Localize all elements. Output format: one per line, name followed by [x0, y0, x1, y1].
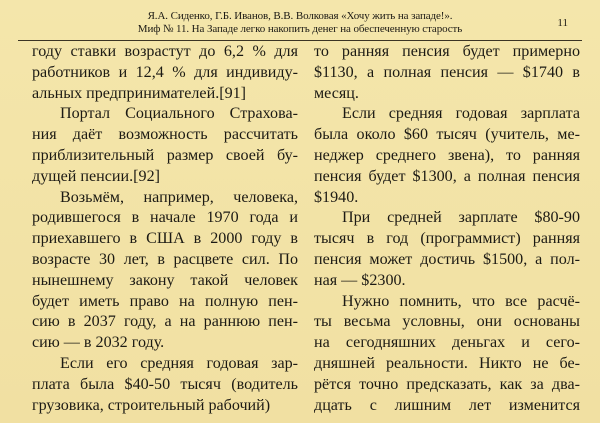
text-line: рётся точно предсказать, как за два-	[314, 375, 580, 393]
right-text-column	[314, 42, 580, 416]
text-line: была около $60 тысяч (учитель, ме-	[314, 126, 580, 144]
text-line: нынешнему закону такой человек	[32, 271, 298, 289]
text-line: ния даёт возможность рассчитать	[32, 126, 298, 144]
text-line: сию — в 2032 году.	[32, 334, 165, 352]
left-text-column	[32, 42, 298, 416]
text-line: то ранняя пенсия будет примерно	[314, 43, 580, 60]
text-line: ты весьма условны, они основаны	[314, 313, 580, 331]
text-line: возрасте 30 лет, в расцвете сил. По	[32, 250, 298, 268]
text-line: Если его средняя годовая зар-	[60, 354, 298, 372]
text-line: тысяч в год (программист) ранняя	[314, 230, 580, 248]
running-header-chapter: Миф № 11. На Западе легко накопить денег на обеспеченную старость	[137, 23, 463, 35]
text-line: $1940.	[314, 188, 359, 206]
header-divider	[18, 40, 582, 41]
text-line: пенсия будет $1300, а полная пенсия	[314, 167, 580, 185]
text-line: родившегося в начале 1970 года и	[32, 209, 298, 227]
text-line: пенсия может достичь $1500, а пол-	[314, 250, 580, 268]
text-line: Если средняя годовая зарплата	[342, 105, 580, 123]
text-line: При средней зарплате $80-90	[342, 209, 580, 227]
text-line: $1130, а полная пенсия — $1740 в	[314, 63, 580, 81]
text-line: неджер среднего звена), то ранняя	[314, 146, 580, 164]
text-line: дняшней реальности. Никто не бе-	[314, 354, 580, 372]
text-line: на сегодняшних деньгах и сего-	[314, 334, 580, 352]
text-line: будет иметь право на полную пен-	[32, 292, 298, 310]
text-line: работников и 12,4 % для индивиду-	[32, 63, 298, 81]
text-line: приблизительный размер своей бу-	[32, 146, 298, 164]
text-line: приехавшего в США в 2000 году в	[32, 230, 298, 248]
text-line: ная — $2300.	[314, 271, 406, 289]
text-line: Нужно помнить, что все расчё-	[342, 292, 580, 310]
text-line: Возьмём, например, человека,	[60, 188, 298, 206]
text-line: Портал Социального Страхова-	[60, 105, 298, 123]
text-line: сию в 2037 году, а на раннюю пен-	[32, 313, 298, 331]
text-line: месяц.	[314, 84, 359, 102]
page-number: 11	[557, 17, 568, 29]
running-header-authors-title: Я.А. Сиденко, Г.Б. Иванов, В.В. Волковая «Хочу жить на западе!».	[147, 10, 453, 22]
running-header	[0, 9, 600, 41]
text-line: дцать с лишним лет изменится	[314, 396, 580, 414]
text-line: плата была $40-50 тысяч (водитель	[32, 375, 298, 393]
text-line: году ставки возрастут до 6,2 % для	[32, 43, 298, 60]
text-line: грузовика, строительный рабочий)	[32, 396, 271, 414]
text-line: альных предпринимателей.[91]	[32, 84, 247, 102]
text-line: дущей пенсии.[92]	[32, 167, 160, 185]
